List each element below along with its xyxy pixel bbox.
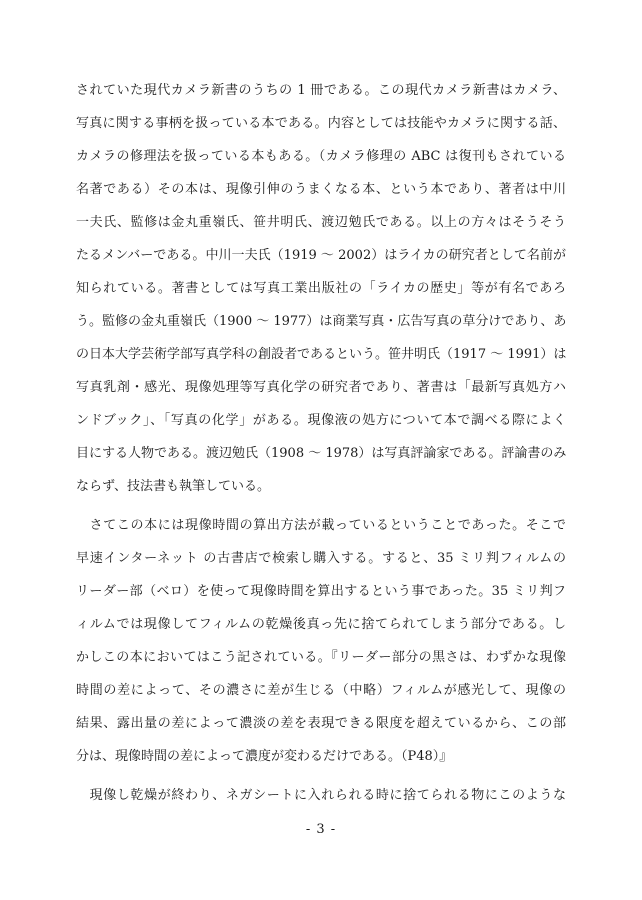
text-line: 名著である）その本は、現像引伸のうまくなる本、という本であり、著者は中川	[76, 182, 566, 197]
text-line: 分は、現像時間の差によって濃度が変わるだけである。（P48）』	[76, 749, 453, 764]
body-text	[76, 74, 566, 812]
text-line: 現像し乾燥が終わり、ネガシートに入れられる時に捨てられる物にこのような	[76, 788, 566, 803]
text-line: 知られている。著書としては写真工業出版社の「ライカの歴史」等が有名であろ	[76, 281, 566, 296]
text-line: かしこの本においてはこう記されている。『リーダー部分の黒さは、わずかな現像	[76, 650, 566, 665]
page-number: - 3 -	[305, 822, 337, 837]
text-line: ィルムでは現像してフィルムの乾燥後真っ先に捨てられてしまう部分である。し	[76, 617, 566, 632]
text-line: 早速インターネット の古書店で検索し購入する。すると、35 ミリ判フィルムの	[76, 551, 566, 566]
text-line: 結果、露出量の差によって濃淡の差を表現できる限度を超えているから、この部	[76, 716, 566, 731]
paragraph	[76, 509, 566, 773]
text-line: 写真に関する事柄を扱っている本である。内容としては技能やカメラに関する話、	[76, 116, 566, 131]
text-line: さてこの本には現像時間の算出方法が載っているということであった。そこで	[76, 518, 566, 533]
text-line: 時間の差によって、その濃さに差が生じる（中略）フィルムが感光して、現像の	[76, 683, 566, 698]
text-line: 写真乳剤・感光、現像処理等写真化学の研究者であり、著書は「最新写真処方ハ	[76, 380, 566, 395]
text-line: ならず、技法書も執筆している。	[76, 479, 270, 494]
text-line: されていた現代カメラ新書のうちの 1 冊である。この現代カメラ新書はカメラ、	[76, 83, 566, 98]
paragraph	[76, 779, 566, 812]
paragraph	[76, 74, 566, 503]
text-line: ンドブック」、「写真の化学」がある。現像液の処方について本で調べる際によく	[76, 413, 566, 428]
text-line: 目にする人物である。渡辺勉氏（1908 ～ 1978）は写真評論家である。評論書のみ	[76, 446, 566, 461]
text-line: リーダー部（ベロ）を使って現像時間を算出するという事であった。35 ミリ判フ	[76, 584, 566, 599]
text-line: の日本大学芸術学部写真学科の創設者であるという。笹井明氏（1917 ～ 1991）は	[76, 347, 566, 362]
text-line: カメラの修理法を扱っている本もある。（カメラ修理の ABC は復刊もされている	[76, 149, 566, 164]
text-line: たるメンバーである。中川一夫氏（1919 ～ 2002）はライカの研究者として名前が	[76, 248, 566, 263]
text-line: う。監修の金丸重嶺氏（1900 ～ 1977）は商業写真・広告写真の草分けであり、あ	[76, 314, 566, 329]
text-line: 一夫氏、監修は金丸重嶺氏、笹井明氏、渡辺勉氏である。以上の方々はそうそう	[76, 215, 566, 230]
